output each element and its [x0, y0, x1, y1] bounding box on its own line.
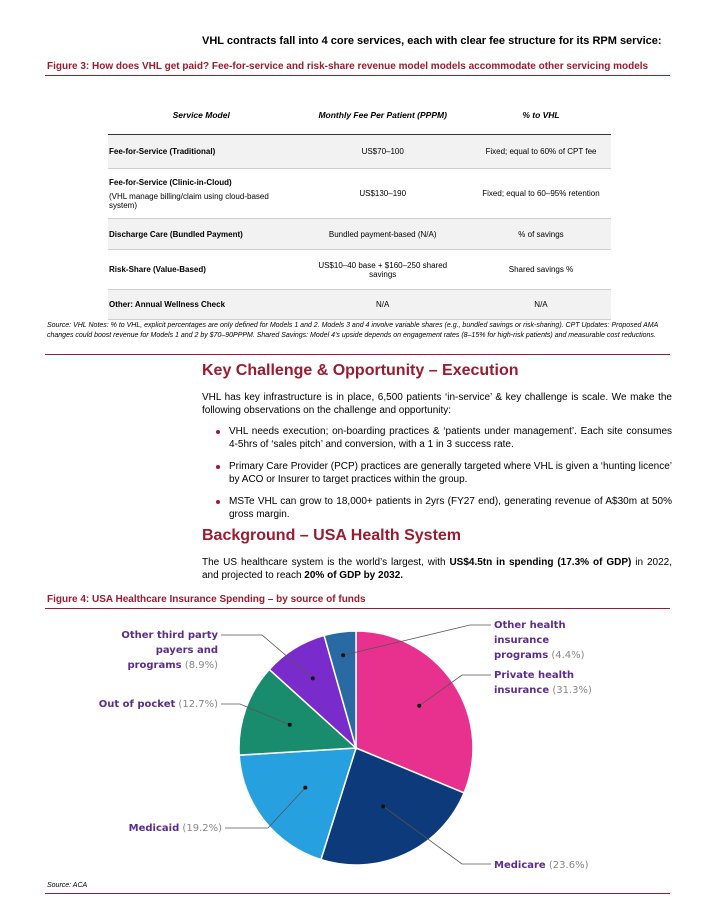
- slice-pct-label: (31.3%): [549, 685, 592, 696]
- slice-pct-label: (12.7%): [175, 699, 218, 710]
- intro-text: VHL contracts fall into 4 core services, each with clear fee structure for its RPM service:: [202, 35, 662, 47]
- paragraph-text: in 2022, and projected to reach: [202, 557, 672, 581]
- figure-4-title: Figure 4: USA Healthcare Insurance Spending – by source of funds: [47, 594, 366, 605]
- leader-dot: [417, 704, 421, 708]
- pct-cell: Fixed; equal to 60–95% retention: [471, 169, 611, 219]
- leader-dot: [303, 786, 307, 790]
- paragraph-text: The US healthcare system is the world’s largest, with: [202, 557, 450, 568]
- slice-label: Medicaid (19.2%): [128, 823, 222, 834]
- fee-cell: N/A: [294, 290, 471, 320]
- section-heading-text: Background – USA Health System: [202, 527, 462, 544]
- slice-label: insurance (31.3%): [494, 685, 592, 696]
- slice-label: Out of pocket (12.7%): [98, 699, 218, 710]
- slice-label: programs (8.9%): [127, 660, 218, 671]
- fee-cell: US$130–190: [294, 169, 471, 219]
- figure-3-notes: Source: VHL Notes: % to VHL, explicit percentages are only defined for Models 1 and 2. Models 3 and 4 involve variable shares (e.g., bundled savings or risk-sharing). CPT Updates: Proposed AMA changes could boost revenue for Models 1 and 2 by $70–90PPPM. Shared Savings: Model 4’s upside depends on engagement rates (8–15% for high-risk patients) and measurable cost reductions.: [47, 322, 659, 339]
- slice-label: insurance: [494, 635, 550, 646]
- list-item: Primary Care Provider (PCP) practices are generally targeted where VHL is given a ‘hunting licence’ by ACO or Insurer to target practices within the group.: [212, 460, 672, 486]
- header-pct-to-vhl: % to VHL: [471, 96, 611, 135]
- pct-cell: % of savings: [471, 219, 611, 250]
- service-model-cell: Risk-Share (Value-Based): [108, 250, 294, 290]
- execution-paragraph: VHL has key infrastructure is in place, 6,500 patients ‘in-service’ & key challenge is scale. We make the following observations on the challenge and opportunity:: [202, 392, 672, 416]
- fee-cell: US$70–100: [294, 135, 471, 169]
- slice-label: Other third party: [121, 630, 218, 641]
- bottom-rule: [45, 893, 670, 894]
- paragraph-bold-text: 20% of GDP by 2032.: [304, 570, 404, 581]
- service-model-cell: Other: Annual Wellness Check: [108, 290, 294, 320]
- pct-cell: N/A: [471, 290, 611, 320]
- slice-pct-label: (19.2%): [179, 823, 222, 834]
- pct-cell: Fixed; equal to 60% of CPT fee: [471, 135, 611, 169]
- list-item: MSTe VHL can grow to 18,000+ patients in 2yrs (FY27 end), generating revenue of A$30m at 50% gross margin.: [212, 495, 672, 521]
- slice-pct-label: (23.6%): [545, 860, 589, 871]
- paragraph-bold-text: US$4.5tn in spending (17.3% of GDP): [449, 557, 632, 568]
- service-model-subtext: (VHL manage billing/claim using cloud-based system): [109, 191, 269, 210]
- pct-cell: Shared savings %: [471, 250, 611, 290]
- slice-pct-label: (8.9%): [181, 660, 218, 671]
- leader-dot: [288, 723, 292, 727]
- leader-dot: [381, 804, 385, 808]
- slice-label: Other health: [494, 620, 566, 631]
- leader-dot: [311, 676, 315, 680]
- service-model-cell: Discharge Care (Bundled Payment): [108, 219, 294, 250]
- section-heading-text: Key Challenge & Opportunity – Execution: [202, 362, 519, 379]
- service-model-cell: Fee-for-Service (Traditional): [108, 135, 294, 169]
- service-model-name: Fee-for-Service (Clinic-in-Cloud): [109, 177, 232, 187]
- list-item: VHL needs execution; on-boarding practices & ‘patients under management’. Each site consumes 4-5hrs of ‘sales pitch’ and conversion, with a 1 in 3 success rate.: [212, 425, 672, 451]
- leader-dot: [341, 653, 345, 657]
- slice-pct-label: (4.4%): [548, 650, 585, 661]
- fee-cell: US$10–40 base + $160–250 shared savings: [294, 250, 471, 290]
- slice-label: Medicare (23.6%): [494, 860, 589, 871]
- slice-label: payers and: [155, 645, 218, 656]
- slice-label: programs (4.4%): [494, 650, 585, 661]
- header-monthly-fee: Monthly Fee Per Patient (PPPM): [294, 96, 471, 135]
- figure-4-source: Source: ACA: [47, 882, 88, 889]
- slice-label: Private health: [494, 670, 574, 681]
- figure-3-title: Figure 3: How does VHL get paid? Fee-for-service and risk-share revenue model models accommodate other servicing models: [47, 61, 649, 72]
- fee-cell: Bundled payment-based (N/A): [294, 219, 471, 250]
- header-service-model: Service Model: [108, 96, 294, 135]
